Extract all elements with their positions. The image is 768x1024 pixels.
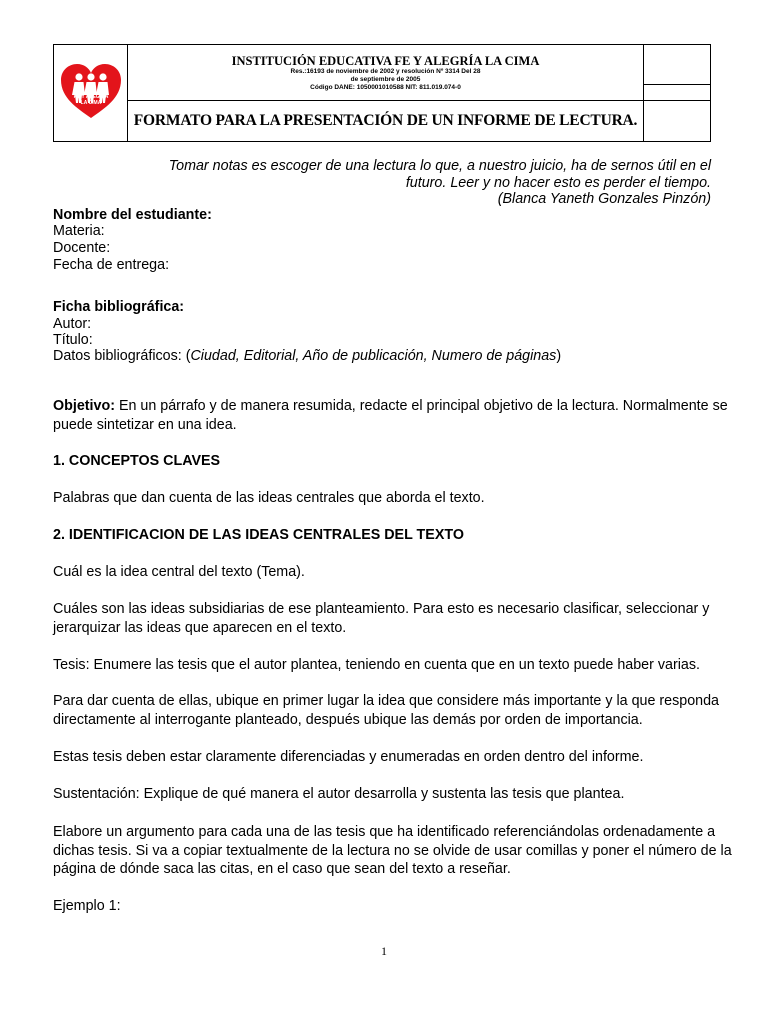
logo-cell	[54, 45, 128, 142]
dane-nit-line: Código DANE: 1050001010588 NIT: 811.019.074-0	[310, 84, 461, 91]
delivery-date-label: Fecha de entrega:	[53, 257, 170, 273]
biblio-author-label: Autor:	[53, 316, 92, 332]
objective-line-2: puede sintetizar en una idea.	[53, 417, 237, 433]
section-2-p3: Tesis: Enumere las tesis que el autor plantea, teniendo en cuenta que en un texto puede haber varias.	[53, 657, 700, 673]
section-1-text: Palabras que dan cuenta de las ideas centrales que aborda el texto.	[53, 490, 485, 506]
section-2-p7-line-1: Elabore un argumento para cada una de las tesis que ha identificado referenciándolas ordenadamente a	[53, 824, 716, 840]
objective-label: Objetivo:	[53, 398, 115, 414]
subject-label: Materia:	[53, 223, 105, 239]
section-2-p5: Estas tesis deben estar claramente diferenciadas y enumeradas en orden dentro del informe.	[53, 749, 644, 765]
teacher-label: Docente:	[53, 240, 111, 256]
biblio-data-line	[53, 348, 561, 365]
section-2-p4-line-1: Para dar cuenta de ellas, ubique en primer lugar la idea que considere más importante y la que responda	[53, 693, 720, 709]
section-2-p1: Cuál es la idea central del texto (Tema).	[53, 564, 305, 580]
header-side-cell-1	[644, 45, 711, 85]
institution-cell	[128, 45, 644, 101]
section-1-heading: 1. CONCEPTOS CLAVES	[53, 453, 221, 469]
institution-resolution	[128, 68, 643, 92]
header-side-cell-3	[644, 101, 711, 142]
header-side-cell-2	[644, 85, 711, 101]
objective-line-1	[53, 398, 728, 415]
institution-name: INSTITUCIÓN EDUCATIVA FE Y ALEGRÍA LA CIMA	[231, 54, 540, 68]
biblio-data-hint: Ciudad, Editorial, Año de publicación, Numero de páginas	[190, 348, 557, 364]
section-2-example: Ejemplo 1:	[53, 898, 121, 914]
section-2-heading: 2. IDENTIFICACION DE LAS IDEAS CENTRALES DEL TEXTO	[53, 527, 464, 543]
header-table	[53, 44, 711, 142]
resolution-line-2: de septiembre de 2005	[350, 76, 421, 83]
resolution-line-1: Res.:16193 de noviembre de 2002 y resolución Nº 3314 Del 28	[290, 68, 481, 75]
section-2-p7-line-3: página de dónde saca las citas, en el caso que sean del texto a reseñar.	[53, 861, 511, 877]
quote-line-1: Tomar notas es escoger de una lectura lo que, a nuestro juicio, ha de sernos útil en el	[168, 158, 711, 174]
page-number: 1	[381, 944, 387, 958]
logo-text-1: FE Y ALEGRÍA	[73, 93, 108, 100]
biblio-heading: Ficha bibliográfica:	[53, 299, 185, 315]
logo-text-2: LA CIMA	[80, 99, 101, 106]
student-name-label: Nombre del estudiante:	[53, 207, 212, 223]
quote-author: (Blanca Yaneth Gonzales Pinzón)	[497, 191, 711, 207]
section-2-p4-line-2: directamente al interrogante planteado, después ubique las demás por orden de importancia.	[53, 712, 643, 728]
objective-text-1: En un párrafo y de manera resumida, redacte el principal objetivo de la lectura. Normalmente se	[114, 398, 728, 414]
biblio-data-close: )	[556, 348, 562, 364]
format-title: FORMATO PARA LA PRESENTACIÓN DE UN INFORME DE LECTURA.	[128, 101, 644, 142]
section-2-p6: Sustentación: Explique de qué manera el autor desarrolla y sustenta las tesis que plantea.	[53, 786, 625, 802]
section-2-p7-line-2: dichas tesis. Si va a copiar textualmente de la lectura no se olvide de usar comillas y poner el número de la	[53, 843, 732, 859]
school-logo	[59, 62, 123, 120]
biblio-title-label: Título:	[53, 332, 93, 348]
section-2-p2-line-2: jerarquizar las ideas que aparecen en el texto.	[53, 620, 347, 636]
quote-line-2: futuro. Leer y no hacer esto es perder el tiempo.	[405, 175, 711, 191]
section-2-p2-line-1: Cuáles son las ideas subsidiarias de ese planteamiento. Para esto es necesario clasificar, seleccionar y	[53, 601, 710, 617]
biblio-data-label: Datos bibliográficos: (	[53, 348, 191, 364]
